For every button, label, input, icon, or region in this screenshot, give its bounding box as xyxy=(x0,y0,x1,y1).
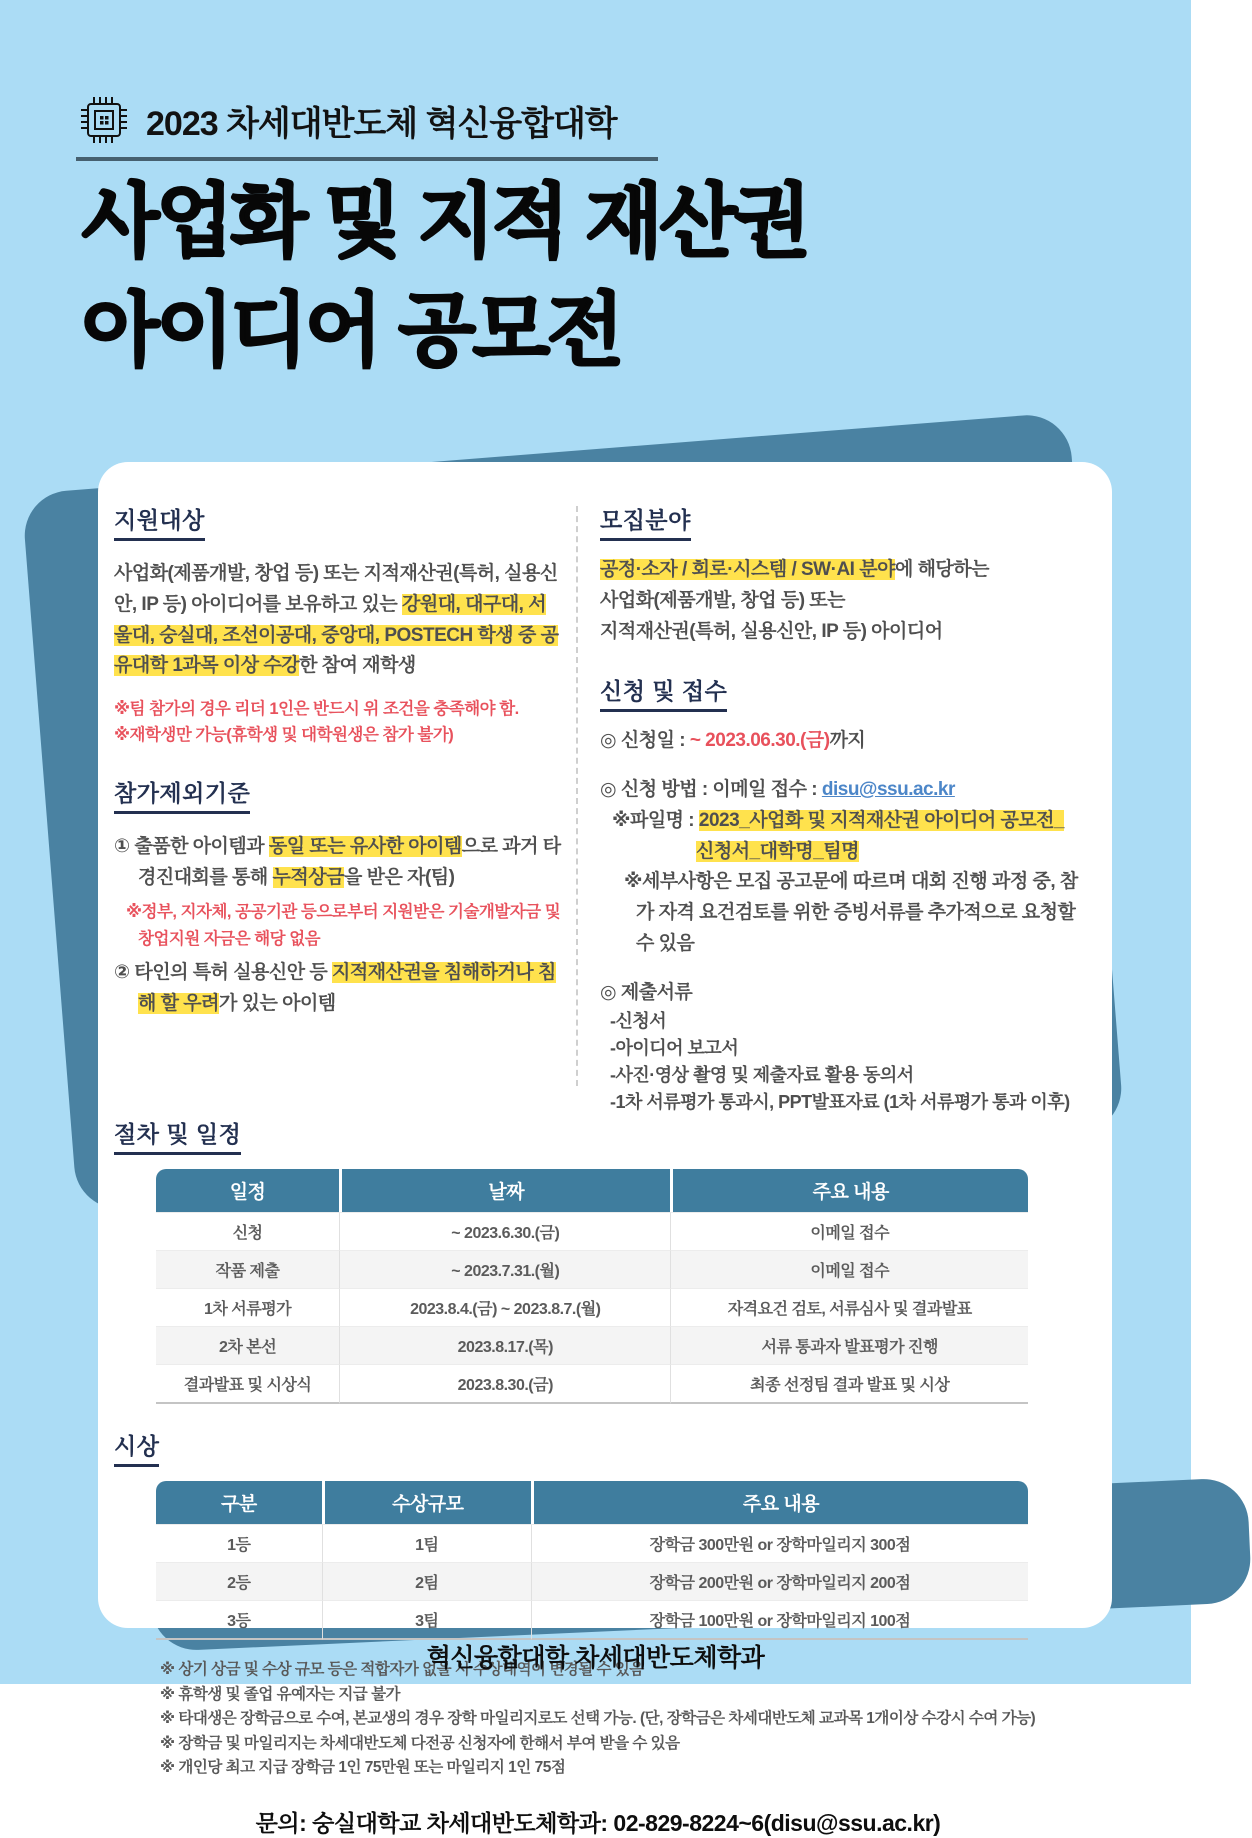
eligibility-paragraph: 사업화(제품개발, 창업 등) 또는 지적재산권(특허, 실용신안, IP 등) 아이디어를 보유하고 있는 강원대, 대구대, 서울대, 숭실대, 조선이공대, 중앙대, POSTECH 학생 중 공유대학 1과목 이상 수강한 참여 재학생 xyxy=(114,563,559,677)
highlight-filename-2: 신청서_대학명_팀명 xyxy=(696,840,859,862)
awards-header-row xyxy=(156,1481,1028,1524)
deadline-date: ~ 2023.06.30.(금) xyxy=(689,730,830,752)
email-link[interactable]: disu@ssu.ac.kr xyxy=(821,779,955,801)
note-item: ※ 상기 상금 및 수상 규모 등은 적합자가 없을 시 수상내역이 변경될 수 있음 xyxy=(160,1661,644,1679)
awards-section xyxy=(114,1428,1082,1640)
eligibility-note-1: ※팀 참가의 경우 리더 1인은 반드시 위 조건을 충족해야 함. xyxy=(114,700,519,719)
apply-method-line: ◎ 신청 방법 : 이메일 접수 : disu@ssu.ac.kr xyxy=(600,779,955,801)
note-item: ※ 휴학생 및 졸업 유예자는 지급 불가 xyxy=(160,1685,401,1703)
awards-heading: 시상 xyxy=(114,1428,159,1467)
awards-col-content: 주요 내용 xyxy=(531,1481,1028,1524)
schedule-col-jeongil: 일정 xyxy=(156,1169,339,1212)
highlight-filename-1: 2023_사업화 및 지적재산권 아이디어 공모전_ xyxy=(698,809,1065,831)
award-notes xyxy=(160,1658,1082,1780)
exclusion-item-1-note: ※정부, 지자체, 공공기관 등으로부터 지원받은 기술개발자금 및 창업지원 자금은 해당 없음 xyxy=(126,903,561,948)
schedule-table xyxy=(156,1169,1028,1404)
schedule-header-row xyxy=(156,1169,1028,1212)
schedule-row: 작품 제출 ~ 2023.7.31.(월) 이메일 접수 xyxy=(156,1250,1028,1288)
highlight-fields: 공정·소자 / 회로·시스템 / SW·AI 분야 xyxy=(600,559,895,580)
awards-col-rank: 구분 xyxy=(156,1481,322,1524)
eligibility-note-2: ※재학생만 가능(휴학생 및 대학원생은 참가 불가) xyxy=(114,726,454,745)
awards-table xyxy=(156,1481,1028,1640)
fields-section xyxy=(600,502,1082,647)
awards-row: 1등 1팀 장학금 300만원 or 장학마일리지 300점 xyxy=(156,1524,1028,1562)
doc-item: -사진·영상 촬영 및 제출자료 활용 동의서 xyxy=(610,1065,914,1086)
awards-col-size: 수상규모 xyxy=(322,1481,531,1524)
schedule-row: 1차 서류평가 2023.8.4.(금) ~ 2023.8.7.(월) 자격요건 검토, 서류심사 및 결과발표 xyxy=(156,1288,1028,1326)
docs-heading: ◎ 제출서류 xyxy=(600,981,693,1003)
brand-bar xyxy=(78,94,617,146)
exclusion-item-1: ① 출품한 아이템과 동일 또는 유사한 아이템으로 과거 타 경진대회를 통해 누적상금을 받은 자(팀) xyxy=(114,835,561,888)
apply-section xyxy=(600,673,1082,1116)
schedule-row: 신청 ~ 2023.6.30.(금) 이메일 접수 xyxy=(156,1212,1028,1250)
fields-line-2: 사업화(제품개발, 창업 등) 또는 xyxy=(600,589,846,611)
doc-item: -1차 서류평가 통과시, PPT발표자료 (1차 서류평가 통과 이후) xyxy=(610,1092,1070,1113)
exclusion-section xyxy=(114,775,562,1020)
file-name-line-2 xyxy=(696,837,1082,868)
apply-heading: 신청 및 접수 xyxy=(600,673,727,712)
highlight-prize: 누적상금 xyxy=(272,866,344,888)
exclusion-item-2: ② 타인의 특허 실용신안 등 지적재산권을 침해하거나 침해 할 우려가 있는 아이템 xyxy=(114,962,556,1014)
poster-title xyxy=(82,168,808,386)
left-column xyxy=(114,502,576,1116)
brand-underline xyxy=(76,157,658,161)
eligibility-heading: 지원대상 xyxy=(114,502,205,541)
eligibility-section xyxy=(114,502,562,749)
file-name-line: ※파일명 : 2023_사업화 및 지적재산권 아이디어 공모전_ xyxy=(612,809,1065,831)
fields-heading: 모집분야 xyxy=(600,502,691,541)
note-item: ※ 장학금 및 마일리지는 차세대반도체 다전공 신청자에 한해서 부여 받을 수 있음 xyxy=(160,1734,680,1752)
schedule-heading: 절차 및 일정 xyxy=(114,1116,241,1155)
apply-detail-note: ※세부사항은 모집 공고문에 따르며 대회 진행 과정 중, 참가 자격 요건검토를 위한 증빙서류를 추가적으로 요청할 수 있음 xyxy=(624,871,1078,954)
schedule-col-content: 주요 내용 xyxy=(670,1169,1028,1212)
schedule-row: 2차 본선 2023.8.17.(목) 서류 통과자 발표평가 진행 xyxy=(156,1326,1028,1364)
chip-icon xyxy=(78,94,130,146)
footer-text: 혁신융합대학 차세대반도체학과 xyxy=(426,1644,765,1672)
note-item: ※ 개인당 최고 지급 장학금 1인 75만원 또는 마일리지 1인 75점 xyxy=(160,1759,566,1777)
right-column xyxy=(578,502,1082,1116)
fields-line-3: 지적재산권(특허, 실용신안, IP 등) 아이디어 xyxy=(600,620,943,642)
doc-item: -아이디어 보고서 xyxy=(610,1038,739,1059)
contact-line: 문의: 숭실대학교 차세대반도체학과: 02-829-8224~6(disu@ssu.ac.kr) xyxy=(255,1809,941,1836)
brand-title: 2023 차세대반도체 혁신융합대학 xyxy=(146,104,617,143)
awards-row: 2등 2팀 장학금 200만원 or 장학마일리지 200점 xyxy=(156,1562,1028,1600)
highlight-universities: 강원대, 대구대, 서울대, 숭실대, 조선이공대, 중앙대, POSTECH 학생 중 공유대학 1과목 이상 수강 xyxy=(114,593,559,677)
fields-line-1: 공정·소자 / 회로·시스템 / SW·AI 분야에 해당하는 xyxy=(600,559,989,580)
highlight-ip-infringe: 지적재산권을 침해하거나 침해 할 우려 xyxy=(138,962,556,1014)
apply-date-line: ◎ 신청일 : ~ 2023.06.30.(금)까지 xyxy=(600,730,866,752)
awards-row: 3등 3팀 장학금 100만원 or 장학마일리지 100점 xyxy=(156,1600,1028,1640)
two-column-area xyxy=(114,502,1082,1116)
schedule-row: 결과발표 및 시상식 2023.8.30.(금) 최종 선정팀 결과 발표 및 시상 xyxy=(156,1364,1028,1404)
poster-title-line2: 아이디어 공모전 xyxy=(82,285,622,375)
note-item: ※ 타대생은 장학금으로 수여, 본교생의 경우 장학 마일리지로도 선택 가능. (단, 장학금은 차세대반도체 교과목 1개이상 수강시 수여 가능) xyxy=(160,1710,1036,1728)
poster-title-line1: 사업화 및 지적 재산권 xyxy=(82,177,809,266)
exclusion-heading: 참가제외기준 xyxy=(114,775,250,814)
schedule-col-date: 날짜 xyxy=(339,1169,670,1212)
schedule-section xyxy=(114,1116,1082,1404)
docs-list xyxy=(600,1008,1082,1116)
highlight-same-item: 동일 또는 유사한 아이템 xyxy=(268,835,462,857)
doc-item: -신청서 xyxy=(610,1011,667,1032)
